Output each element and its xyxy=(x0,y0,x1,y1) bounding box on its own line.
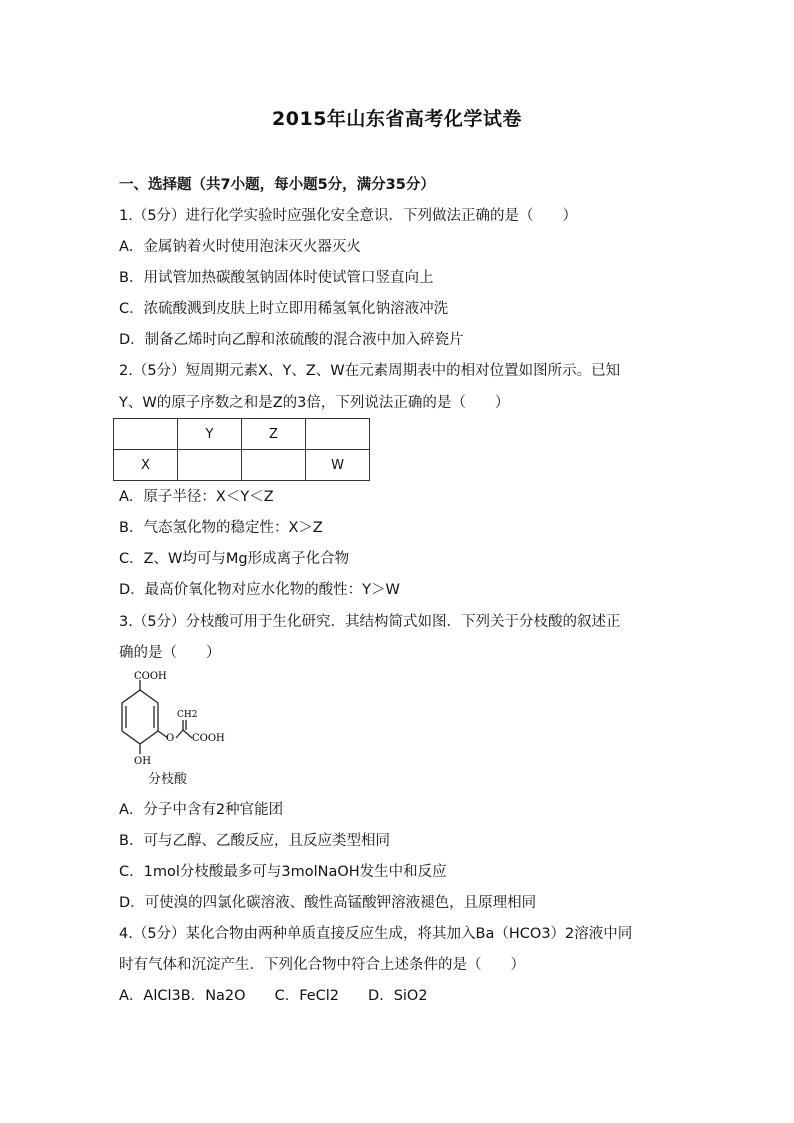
table-cell xyxy=(178,450,242,481)
q4-options: A．AlCl3B．Na2O C．FeCl2 D．SiO2 xyxy=(119,988,428,1004)
q3-stem-line2: 确的是（ ） xyxy=(119,645,221,661)
q4-stem-line1: 4.（5分）某化合物由两种单质直接反应生成，将其加入Ba（HCO3）2溶液中同 xyxy=(119,926,633,942)
table-cell: Z xyxy=(242,419,306,450)
q2-option-c: C．Z、W均可与Mg形成离子化合物 xyxy=(119,551,350,567)
q1-option-b: B．用试管加热碳酸氢钠固体时使试管口竖直向上 xyxy=(119,270,434,286)
table-row xyxy=(114,450,370,481)
q3-stem-line1: 3.（5分）分枝酸可用于生化研究．其结构简式如图．下列关于分枝酸的叙述正 xyxy=(119,614,621,630)
q3-option-c: C．1mol分枝酸最多可与3molNaOH发生中和反应 xyxy=(119,864,447,880)
periodic-table-fragment xyxy=(113,418,370,481)
molecule-name: 分枝酸 xyxy=(148,772,188,787)
q4-stem-line2: 时有气体和沉淀产生．下列化合物中符合上述条件的是（ ） xyxy=(119,957,525,973)
table-cell: X xyxy=(114,450,178,481)
mol-cooh-top: COOH xyxy=(134,671,167,682)
q2-stem-line2: Y、W的原子序数之和是Z的3倍，下列说法正确的是（ ） xyxy=(119,395,510,411)
q3-option-d: D．可使溴的四氯化碳溶液、酸性高锰酸钾溶液褪色，且原理相同 xyxy=(119,895,537,911)
mol-oxygen: O xyxy=(166,733,175,744)
mol-oh: OH xyxy=(134,756,151,767)
table-cell: Y xyxy=(178,419,242,450)
q1-stem: 1.（5分）进行化学实验时应强化安全意识．下列做法正确的是（ ） xyxy=(119,208,578,224)
mol-cooh-side: COOH xyxy=(192,733,225,744)
section-heading: 一、选择题（共7小题，每小题5分，满分35分） xyxy=(119,177,435,193)
q2-option-a: A．原子半径：X＜Y＜Z xyxy=(119,489,274,505)
q1-option-d: D．制备乙烯时向乙醇和浓硫酸的混合液中加入碎瓷片 xyxy=(119,332,464,348)
table-cell xyxy=(114,419,178,450)
q3-option-b: B．可与乙醇、乙酸反应，且反应类型相同 xyxy=(119,833,390,849)
table-cell xyxy=(306,419,370,450)
mol-ch2: CH2 xyxy=(177,710,198,720)
q3-option-a: A．分子中含有2种官能团 xyxy=(119,802,284,818)
q2-option-d: D．最高价氧化物对应水化物的酸性：Y＞W xyxy=(119,582,400,598)
table-cell xyxy=(242,450,306,481)
table-row xyxy=(114,419,370,450)
q1-option-c: C．浓硫酸溅到皮肤上时立即用稀氢氧化钠溶液冲洗 xyxy=(119,301,449,317)
page-title: 2015年山东省高考化学试卷 xyxy=(272,108,522,130)
q2-option-b: B．气态氢化物的稳定性：X＞Z xyxy=(119,520,323,536)
q2-stem-line1: 2.（5分）短周期元素X、Y、Z、W在元素周期表中的相对位置如图所示。已知 xyxy=(119,363,621,379)
q1-option-a: A．金属钠着火时使用泡沫灭火器灭火 xyxy=(119,239,361,255)
table-cell: W xyxy=(306,450,370,481)
